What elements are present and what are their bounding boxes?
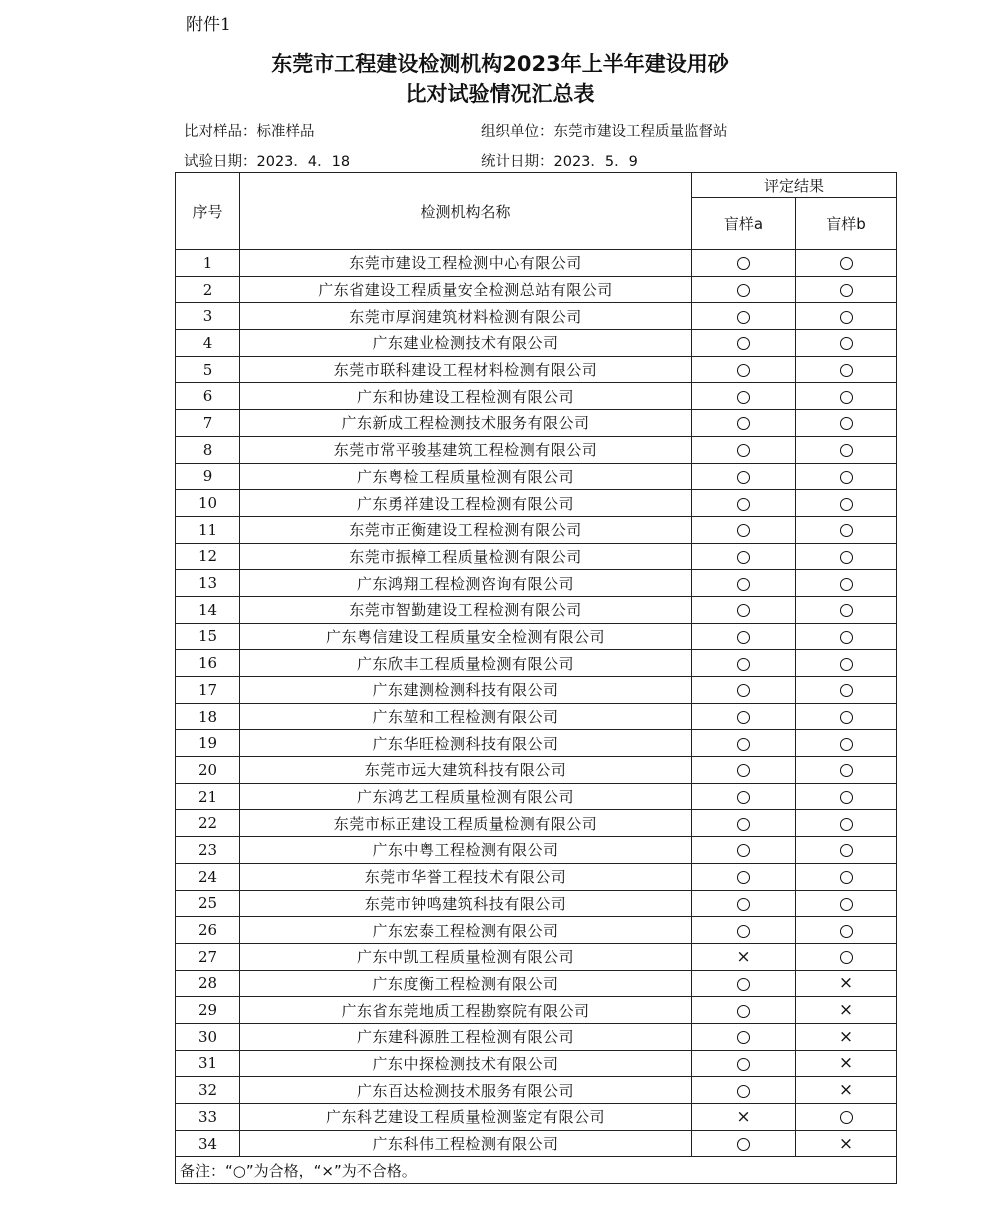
table-row [176,516,897,543]
row-number: 30 [176,1023,240,1050]
pass-mark [840,791,853,804]
row-number: 32 [176,1077,240,1104]
table-row [176,330,897,357]
row-number: 6 [176,383,240,410]
result-blind-b [796,730,897,757]
result-blind-b [796,943,897,970]
result-blind-b [796,463,897,490]
table-row [176,303,897,330]
table-row [176,757,897,784]
pass-mark [840,764,853,777]
pass-mark [840,444,853,457]
pass-mark [737,498,750,511]
pass-mark [737,1031,750,1044]
pass-mark [840,524,853,537]
pass-mark [737,1138,750,1151]
table-row [176,623,897,650]
row-number: 13 [176,570,240,597]
table-row [176,943,897,970]
institution-name: 广东粤信建设工程质量安全检测有限公司 [240,623,692,650]
fail-mark: × [736,946,751,967]
table-row [176,356,897,383]
result-blind-a [692,436,796,463]
header-name: 检测机构名称 [240,173,692,250]
pass-mark [737,471,750,484]
result-blind-b [796,543,897,570]
pass-mark [840,578,853,591]
pass-mark [737,978,750,991]
result-blind-a [692,543,796,570]
pass-mark [737,364,750,377]
table-row [176,863,897,890]
result-blind-b [796,1050,897,1077]
pass-mark [840,364,853,377]
pass-mark [840,498,853,511]
result-blind-b [796,250,897,277]
organizer-info: 组织单位：东莞市建设工程质量监督站 [481,124,728,140]
table-note: 备注：“○”为合格，“×”为不合格。 [176,1157,897,1184]
result-blind-a [692,1023,796,1050]
institution-name: 广东新成工程检测技术服务有限公司 [240,410,692,437]
result-blind-b [796,570,897,597]
institution-name: 广东宏泰工程检测有限公司 [240,917,692,944]
result-blind-a [692,677,796,704]
table-row [176,677,897,704]
result-blind-a [692,650,796,677]
row-number: 17 [176,677,240,704]
pass-mark [840,951,853,964]
result-blind-b [796,890,897,917]
result-blind-a [692,757,796,784]
pass-mark [737,391,750,404]
test-date: 试验日期：2023．4．18 [184,154,351,170]
institution-name: 广东中粤工程检测有限公司 [240,837,692,864]
result-blind-b [796,677,897,704]
pass-mark [840,284,853,297]
pass-mark [840,631,853,644]
result-blind-b [796,356,897,383]
pass-mark [737,738,750,751]
result-blind-a [692,703,796,730]
fail-mark: × [838,1000,854,1021]
institution-name: 东莞市智勤建设工程检测有限公司 [240,596,692,623]
pass-mark [737,284,750,297]
fail-mark: × [838,1080,854,1101]
row-number: 10 [176,490,240,517]
table-row [176,463,897,490]
pass-mark [840,844,853,857]
table-row [176,890,897,917]
pass-mark [737,898,750,911]
result-blind-b [796,650,897,677]
row-number: 23 [176,837,240,864]
result-blind-a [692,837,796,864]
row-number: 19 [176,730,240,757]
pass-mark [737,1005,750,1018]
table-row [176,810,897,837]
row-number: 26 [176,917,240,944]
pass-mark [840,257,853,270]
result-blind-a [692,970,796,997]
result-blind-a [692,596,796,623]
table-row [176,917,897,944]
table-row [176,1104,897,1131]
fail-mark: × [838,973,854,994]
pass-mark [840,818,853,831]
result-blind-b [796,917,897,944]
result-blind-a [692,570,796,597]
row-number: 33 [176,1104,240,1131]
result-blind-a [692,516,796,543]
sample-info: 比对样品：标准样品 [184,124,315,140]
table-row [176,383,897,410]
institution-name: 广东鸿翔工程检测咨询有限公司 [240,570,692,597]
row-number: 11 [176,516,240,543]
result-blind-a [692,330,796,357]
table-row [176,543,897,570]
result-blind-b [796,276,897,303]
results-table [175,172,897,1184]
pass-mark [737,658,750,671]
result-blind-b [796,596,897,623]
institution-name: 东莞市钟鸣建筑科技有限公司 [240,890,692,917]
table-row [176,570,897,597]
fail-mark: × [736,1106,751,1127]
result-blind-b [796,410,897,437]
institution-name: 广东建业检测技术有限公司 [240,330,692,357]
institution-name: 广东鸿艺工程质量检测有限公司 [240,783,692,810]
result-blind-b [796,837,897,864]
pass-mark [840,1111,853,1124]
pass-mark [737,337,750,350]
result-blind-b [796,997,897,1024]
institution-name: 广东省东莞地质工程勘察院有限公司 [240,997,692,1024]
result-blind-b [796,303,897,330]
pass-mark [840,871,853,884]
institution-name: 广东和协建设工程检测有限公司 [240,383,692,410]
pass-mark [840,711,853,724]
institution-name: 东莞市远大建筑科技有限公司 [240,757,692,784]
result-blind-a [692,623,796,650]
institution-name: 广东堃和工程检测有限公司 [240,703,692,730]
header-blind-a: 盲样a [692,198,796,250]
institution-name: 广东欣丰工程质量检测有限公司 [240,650,692,677]
table-row [176,250,897,277]
institution-name: 广东勇祥建设工程检测有限公司 [240,490,692,517]
table-body [176,250,897,1157]
result-blind-a [692,1130,796,1157]
institution-name: 东莞市标正建设工程质量检测有限公司 [240,810,692,837]
row-number: 8 [176,436,240,463]
pass-mark [737,711,750,724]
table-row [176,783,897,810]
pass-mark [737,578,750,591]
row-number: 25 [176,890,240,917]
result-blind-a [692,383,796,410]
row-number: 3 [176,303,240,330]
table-row [176,410,897,437]
pass-mark [737,444,750,457]
result-blind-a [692,890,796,917]
table-row [176,837,897,864]
table-row [176,730,897,757]
fail-mark: × [838,1026,854,1047]
result-blind-b [796,330,897,357]
result-blind-b [796,703,897,730]
row-number: 27 [176,943,240,970]
pass-mark [840,658,853,671]
result-blind-b [796,1104,897,1131]
result-blind-a [692,250,796,277]
document-subtitle: 比对试验情况汇总表 [405,82,595,106]
pass-mark [737,257,750,270]
result-blind-a [692,303,796,330]
result-blind-b [796,863,897,890]
row-number: 14 [176,596,240,623]
row-number: 7 [176,410,240,437]
result-blind-a [692,490,796,517]
result-blind-b [796,383,897,410]
institution-name: 广东华旺检测科技有限公司 [240,730,692,757]
result-blind-b [796,516,897,543]
row-number: 16 [176,650,240,677]
table-row [176,276,897,303]
table-row [176,1077,897,1104]
result-blind-b [796,436,897,463]
pass-mark [840,604,853,617]
pass-mark [840,471,853,484]
institution-name: 东莞市华誉工程技术有限公司 [240,863,692,890]
row-number: 20 [176,757,240,784]
pass-mark [737,791,750,804]
result-blind-a [692,730,796,757]
row-number: 22 [176,810,240,837]
pass-mark [737,844,750,857]
result-blind-b [796,810,897,837]
result-blind-a [692,410,796,437]
table-row [176,436,897,463]
institution-name: 东莞市振樟工程质量检测有限公司 [240,543,692,570]
table-row [176,490,897,517]
row-number: 12 [176,543,240,570]
pass-mark [737,684,750,697]
institution-name: 东莞市正衡建设工程检测有限公司 [240,516,692,543]
institution-name: 广东省建设工程质量安全检测总站有限公司 [240,276,692,303]
institution-name: 广东粤检工程质量检测有限公司 [240,463,692,490]
result-blind-b [796,490,897,517]
institution-name: 广东度衡工程检测有限公司 [240,970,692,997]
result-blind-a [692,1104,796,1131]
fail-mark: × [838,1053,854,1074]
row-number: 28 [176,970,240,997]
result-blind-a [692,1050,796,1077]
result-blind-a [692,917,796,944]
result-blind-b [796,970,897,997]
pass-mark [840,925,853,938]
pass-mark [737,311,750,324]
pass-mark [840,391,853,404]
pass-mark [737,1085,750,1098]
row-number: 2 [176,276,240,303]
table-row [176,650,897,677]
pass-mark [737,1058,750,1071]
pass-mark [737,524,750,537]
result-blind-a [692,810,796,837]
pass-mark [737,604,750,617]
pass-mark [737,925,750,938]
row-number: 9 [176,463,240,490]
institution-name: 广东科伟工程检测有限公司 [240,1130,692,1157]
result-blind-b [796,783,897,810]
table-row [176,997,897,1024]
result-blind-a [692,783,796,810]
pass-mark [840,551,853,564]
header-blind-b: 盲样b [796,198,897,250]
pass-mark [840,337,853,350]
result-blind-a [692,1077,796,1104]
row-number: 1 [176,250,240,277]
row-number: 15 [176,623,240,650]
pass-mark [840,311,853,324]
result-blind-b [796,1077,897,1104]
pass-mark [737,818,750,831]
table-row [176,1050,897,1077]
table-row [176,703,897,730]
table-row [176,1023,897,1050]
pass-mark [737,764,750,777]
table-row [176,1130,897,1157]
document-title: 东莞市工程建设检测机构2023年上半年建设用砂 [271,52,729,76]
pass-mark [840,417,853,430]
fail-mark: × [838,1133,854,1154]
attachment-label: 附件1 [186,15,231,35]
pass-mark [737,551,750,564]
result-blind-b [796,1130,897,1157]
result-blind-a [692,943,796,970]
result-blind-b [796,757,897,784]
institution-name: 东莞市常平骏基建筑工程检测有限公司 [240,436,692,463]
row-number: 4 [176,330,240,357]
institution-name: 广东百达检测技术服务有限公司 [240,1077,692,1104]
pass-mark [737,417,750,430]
institution-name: 东莞市联科建设工程材料检测有限公司 [240,356,692,383]
result-blind-b [796,623,897,650]
row-number: 5 [176,356,240,383]
pass-mark [737,871,750,884]
result-blind-b [796,1023,897,1050]
result-blind-a [692,356,796,383]
stat-date: 统计日期：2023．5．9 [481,154,638,170]
result-blind-a [692,997,796,1024]
header-result: 评定结果 [692,173,897,198]
institution-name: 广东建科源胜工程检测有限公司 [240,1023,692,1050]
row-number: 18 [176,703,240,730]
pass-mark [840,898,853,911]
table-row [176,596,897,623]
header-no: 序号 [176,173,240,250]
institution-name: 广东科艺建设工程质量检测鉴定有限公司 [240,1104,692,1131]
result-blind-a [692,863,796,890]
table-row [176,970,897,997]
pass-mark [840,738,853,751]
pass-mark [840,684,853,697]
institution-name: 广东中探检测技术有限公司 [240,1050,692,1077]
row-number: 34 [176,1130,240,1157]
institution-name: 东莞市厚润建筑材料检测有限公司 [240,303,692,330]
result-blind-a [692,463,796,490]
institution-name: 广东中凯工程质量检测有限公司 [240,943,692,970]
institution-name: 东莞市建设工程检测中心有限公司 [240,250,692,277]
row-number: 29 [176,997,240,1024]
row-number: 21 [176,783,240,810]
result-blind-a [692,276,796,303]
institution-name: 广东建测检测科技有限公司 [240,677,692,704]
row-number: 31 [176,1050,240,1077]
row-number: 24 [176,863,240,890]
pass-mark [737,631,750,644]
